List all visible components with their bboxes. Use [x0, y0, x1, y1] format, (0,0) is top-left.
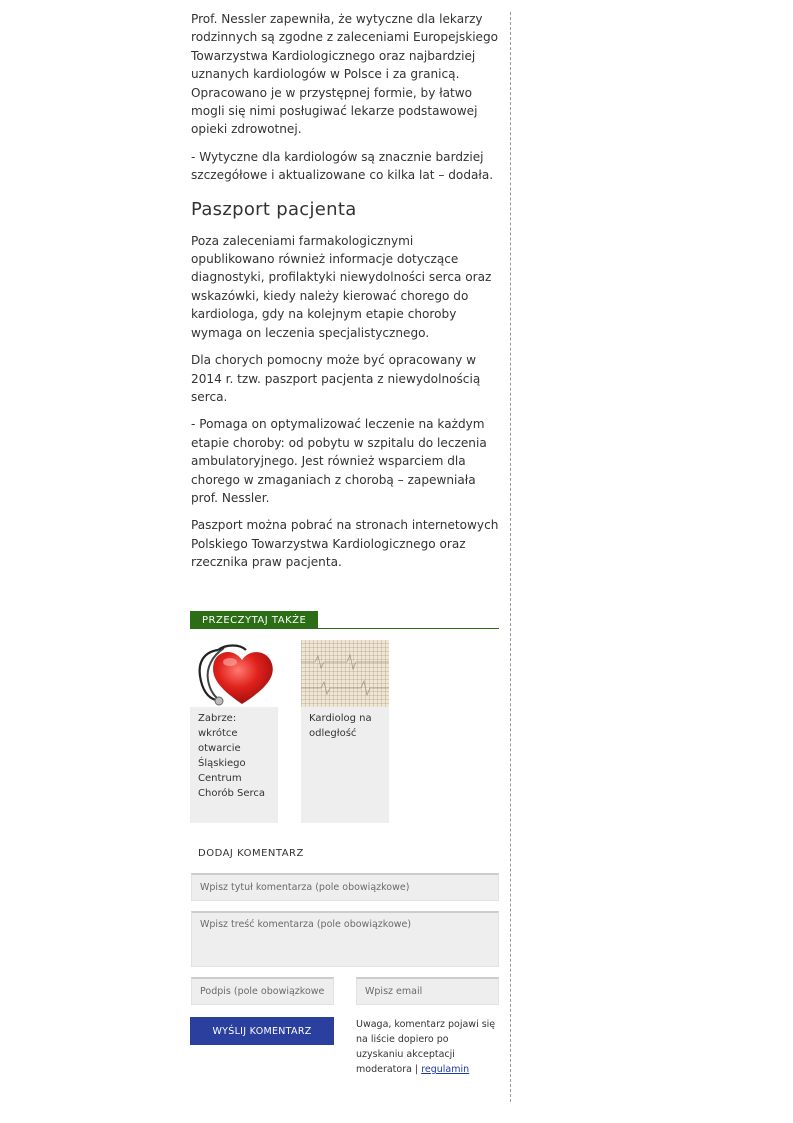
article-paragraph: Poza zaleceniami farmakologicznymi opublikowano również informacje dotyczące diagnostyki, profilaktyki niewydolności serca oraz wskazówki, kiedy należy kierować chorego do kardiologa, gdy na kolejnym etapie choroby wymaga on leczenia specjalistycznego. [191, 233, 492, 340]
read-also-section [190, 608, 499, 836]
comment-form [190, 848, 499, 1075]
ecg-trace-icon [301, 640, 389, 707]
article-paragraph: Paszport można pobrać na stronach internetowych Polskiego Towarzystwa Kardiologicznego oraz rzecznika praw pacjenta. [191, 518, 499, 570]
submit-comment-button[interactable]: WYŚLIJ KOMENTARZ [190, 1017, 334, 1045]
article-body [191, 10, 499, 581]
article-paragraph: Dla chorych pomocny może być opracowany w 2014 r. tzw. paszport pacjenta z niewydolnością serca. [191, 353, 481, 404]
comment-heading: DODAJ KOMENTARZ [198, 848, 304, 859]
terms-link[interactable]: regulamin [421, 1064, 470, 1075]
heart-stethoscope-icon [190, 640, 278, 707]
related-article-card[interactable] [190, 640, 278, 823]
read-also-label: PRZECZYTAJ TAKŻE [190, 611, 318, 629]
comment-body-textarea[interactable] [191, 911, 499, 967]
related-article-title[interactable]: Kardiolog na odległość [309, 713, 372, 739]
heart-stethoscope-image[interactable] [190, 640, 278, 707]
article-paragraph: - Wytyczne dla kardiologów są znacznie bardziej szczegółowe i aktualizowane co kilka lat – dodała. [191, 149, 494, 183]
article-paragraph: Prof. Nessler zapewniła, że wytyczne dla lekarzy rodzinnych są zgodne z zaleceniami Europejskiego Towarzystwa Kardiologicznego oraz najbardziej uznanych kardiologów w Polsce i za granicą. Opracowano je w przystępnej formie, by łatwo mogli się nimi posługiwać lekarze podstawowej opieki zdrowotnej. [191, 12, 499, 137]
related-article-title[interactable]: Zabrze: wkrótce otwarcie Śląskiego Centrum Chorób Serca [198, 713, 265, 799]
related-article-card[interactable] [301, 640, 389, 823]
moderation-note-text: Uwaga, komentarz pojawi się na liście dopiero po uzyskaniu akceptacji moderatora | [356, 1019, 496, 1075]
comment-title-input[interactable] [191, 873, 499, 901]
section-heading: Paszport pacjenta [191, 198, 357, 220]
moderation-note [356, 1017, 496, 1077]
related-articles [190, 640, 499, 836]
ecg-paper-image[interactable] [301, 640, 389, 707]
email-input[interactable] [356, 977, 499, 1005]
article-paragraph: - Pomaga on optymalizować leczenie na każdym etapie choroby: od pobytu w szpitalu do leczenia ambulatoryjnego. Jest również wsparciem dla chorego w zmaganiach z chorobą – zapewniała prof. Nessler. [191, 417, 487, 505]
column-divider [510, 12, 511, 1102]
signature-input[interactable] [191, 977, 334, 1005]
